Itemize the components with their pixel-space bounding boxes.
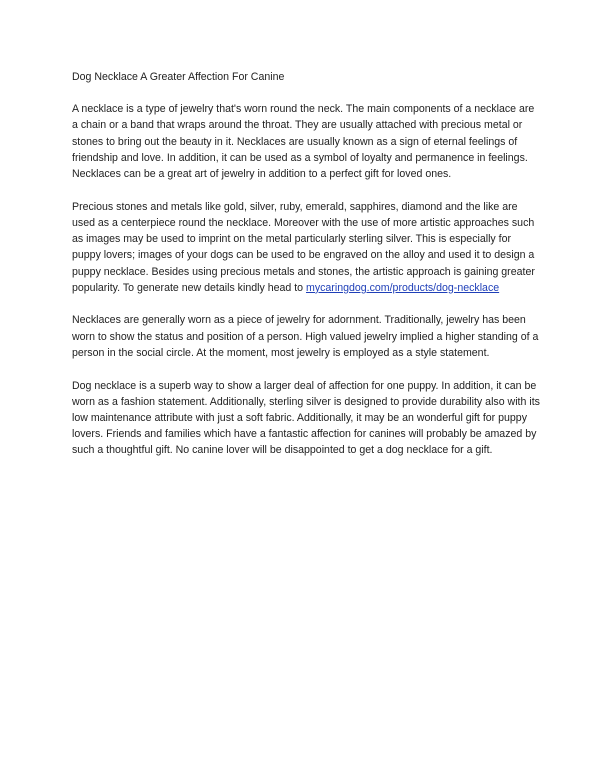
paragraph-2 <box>72 199 540 296</box>
paragraph-2-text: Precious stones and metals like gold, silver, ruby, emerald, sapphires, diamond and the like are used as a centerpiece round the necklace. Moreover with the use of more artistic approaches such as images may be used to imprint on the metal particularly sterling silver. This is especially for puppy lovers; images of your dogs can be used to be engraved on the alloy and used it to design a puppy necklace. Besides using precious metals and stones, the artistic approach is gaining greater popularity. To generate new details kindly head to <box>72 200 535 294</box>
paragraph-4: Dog necklace is a superb way to show a larger deal of affection for one puppy. In addition, it can be worn as a fashion statement. Additionally, sterling silver is designed to provide durability also with its low maintenance attribute with just a soft fabric. Additionally, it may be an wonderful gift for puppy lovers. Friends and families which have a fantastic affection for canines will probably be amazed by such a thoughtful gift. No canine lover will be disappointed to get a dog necklace for a gift. <box>72 379 540 457</box>
paragraph-1: A necklace is a type of jewelry that's worn round the neck. The main components of a necklace are a chain or a band that wraps around the throat. They are usually attached with precious metal or stones to bring out the beauty in it. Necklaces are usually known as a sign of eternal feelings of friendship and love. In addition, it can be used as a symbol of loyalty and permanence in feelings. Necklaces can be a great art of jewelry in addition to a perfect gift for loved ones. <box>72 103 535 181</box>
document-body <box>72 69 540 475</box>
document-title: Dog Necklace A Greater Affection For Canine <box>72 71 285 83</box>
paragraph-3: Necklaces are generally worn as a piece of jewelry for adornment. Traditionally, jewelry has been worn to show the status and position of a person. High valued jewelry implied a higher standing of a person in the social circle. At the moment, most jewelry is employed as a style statement. <box>72 314 539 359</box>
product-link[interactable]: mycaringdog.com/products/dog-necklace <box>306 281 500 294</box>
